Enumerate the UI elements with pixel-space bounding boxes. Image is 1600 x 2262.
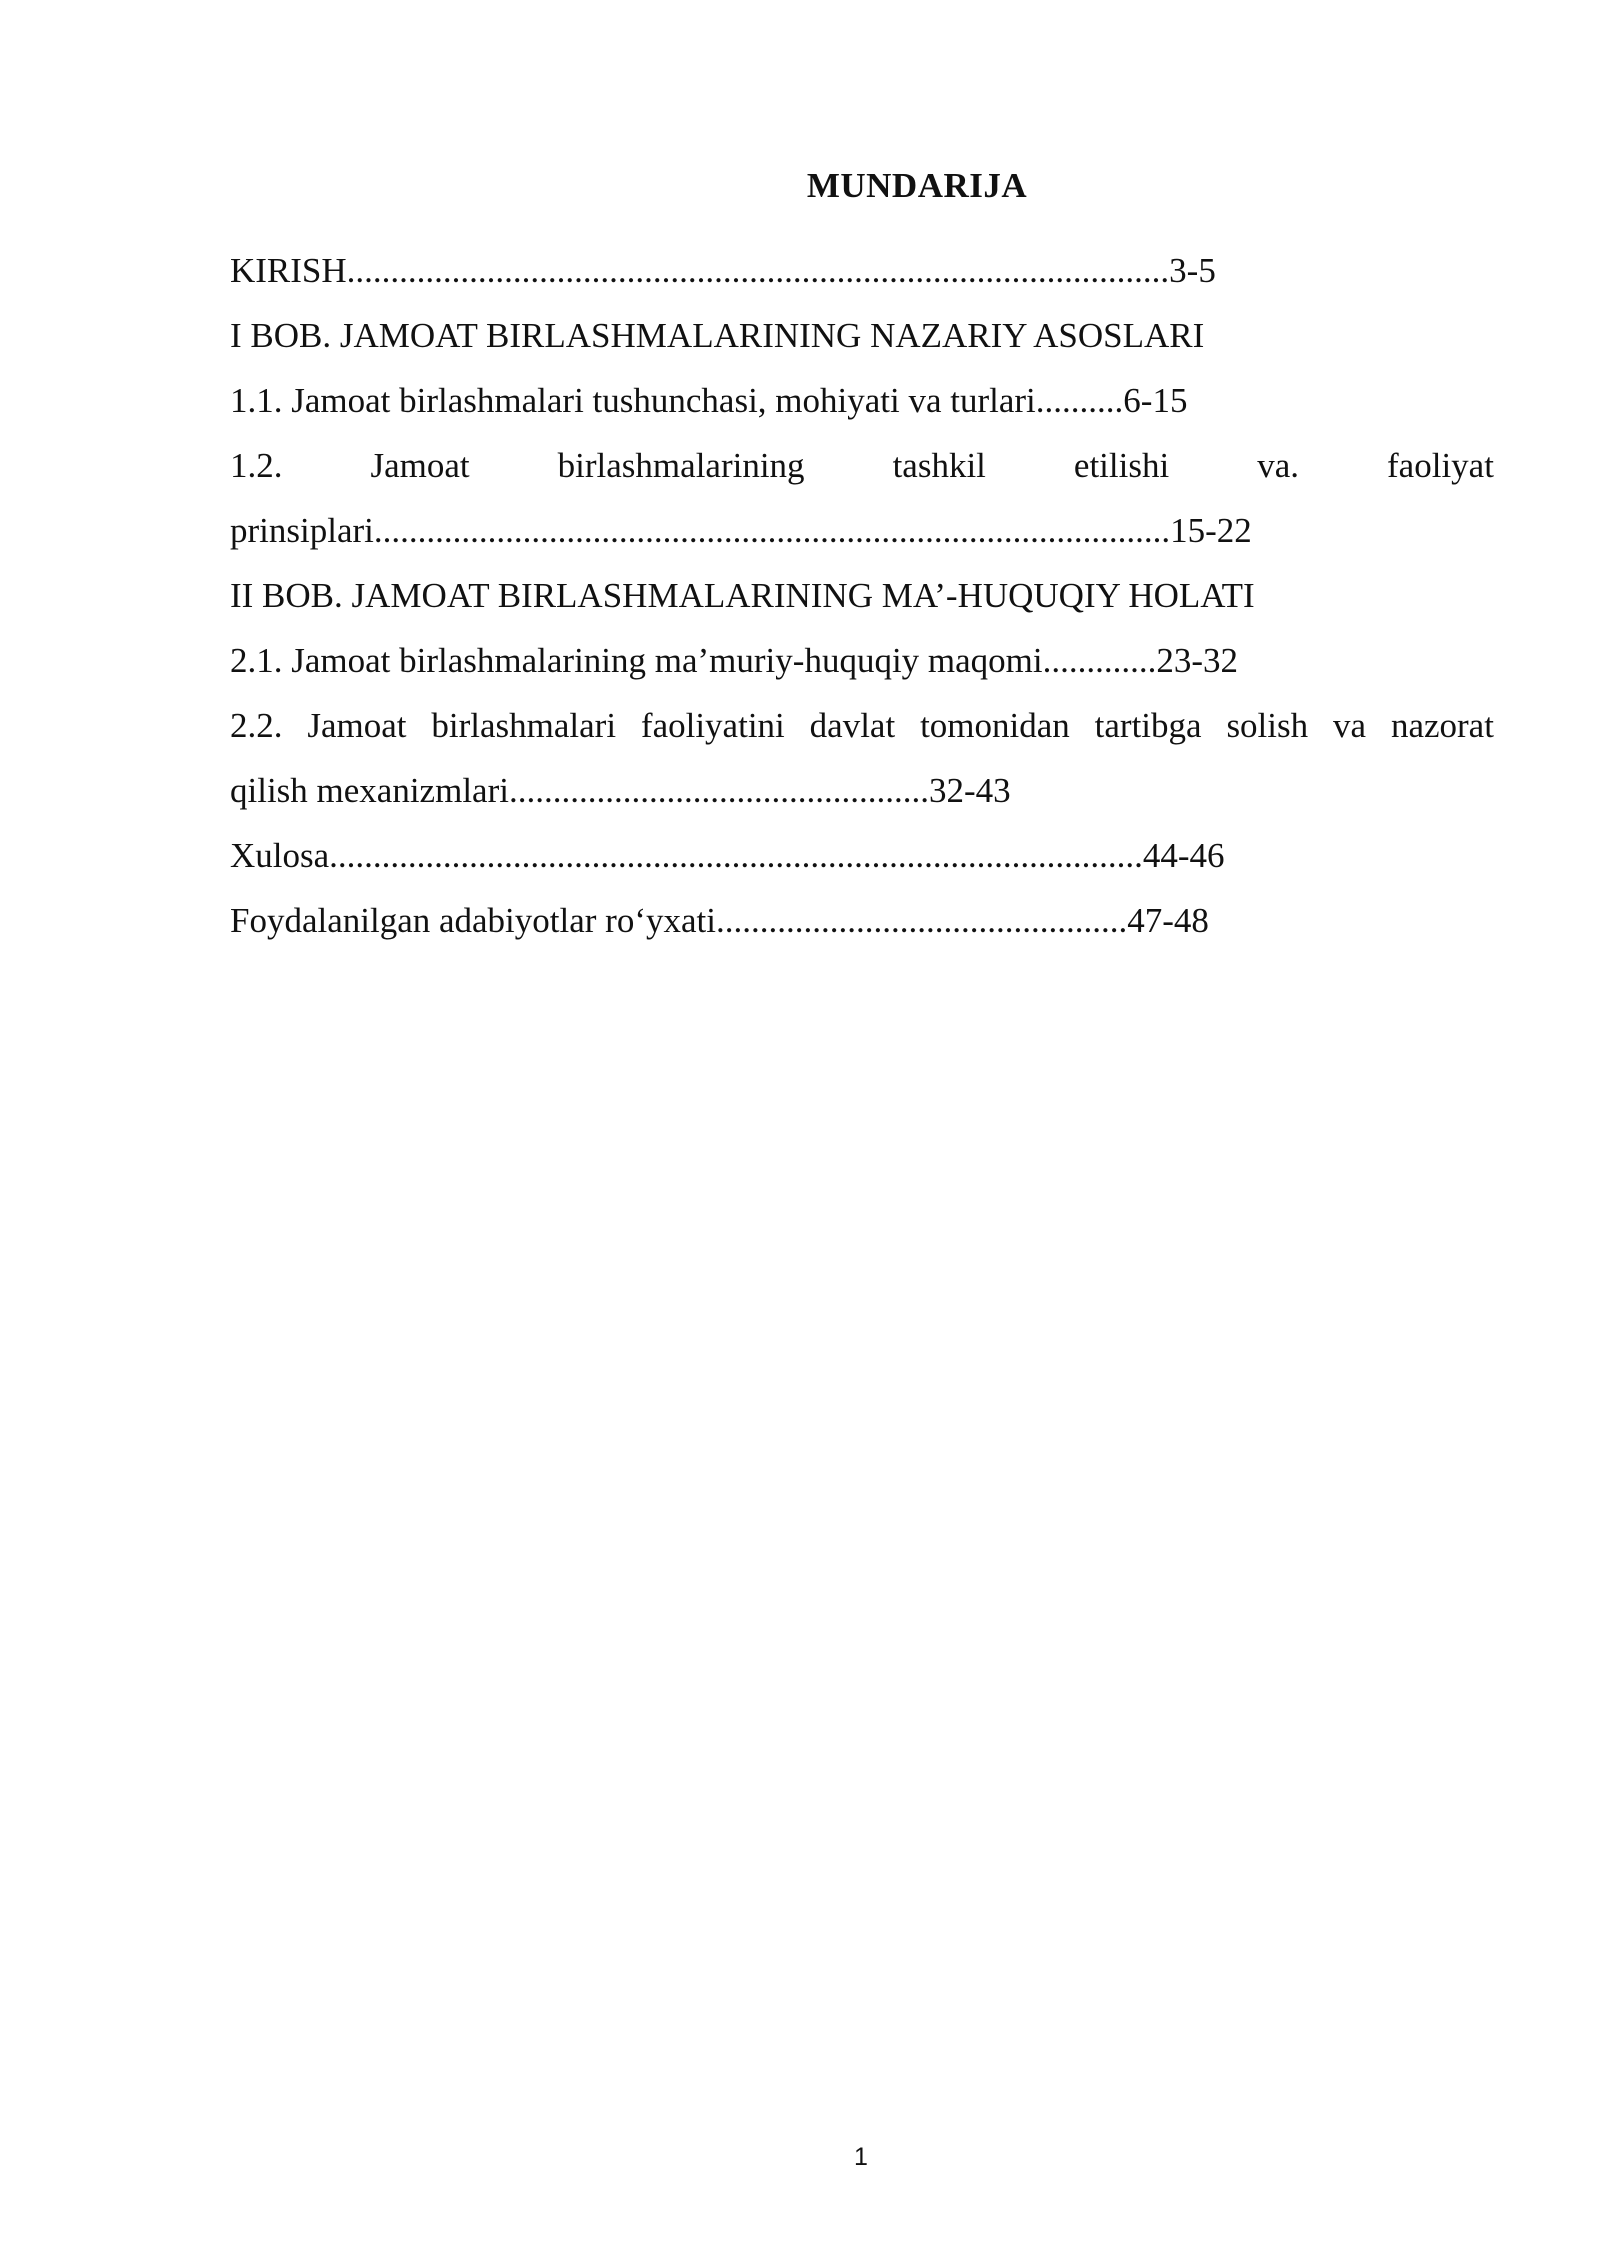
toc-word: birlashmalarining — [557, 446, 805, 485]
toc-word: etilishi — [1073, 446, 1170, 485]
toc-word: va. — [1257, 446, 1300, 485]
toc-word: solish — [1226, 706, 1309, 745]
toc-entry-adabiyotlar: Foydalanilgan adabiyotlar ro‘yxati...............................................47-48 — [230, 901, 1209, 940]
toc-word: faoliyatini — [640, 706, 785, 745]
toc-entry-1-1: 1.1. Jamoat birlashmalari tushunchasi, mohiyati va turlari..........6-15 — [230, 381, 1188, 420]
toc-entry-1-2-continued: prinsiplari...........................................................................................15-22 — [230, 511, 1252, 550]
toc-word: tashkil — [892, 446, 986, 485]
toc-entry-kirish: KIRISH..............................................................................................3-5 — [230, 251, 1216, 290]
toc-entry-2-2-continued: qilish mexanizmlari................................................32-43 — [230, 771, 1011, 810]
toc-entry-2-2 — [230, 693, 1494, 758]
toc-word: va — [1333, 706, 1367, 745]
toc-chapter-2: II BOB. JAMOAT BIRLASHMALARINING MA’-HUQUQIY HOLATI — [230, 576, 1255, 615]
toc-entry-2-1: 2.1. Jamoat birlashmalarining ma’muriy-huquqiy maqomi.............23-32 — [230, 641, 1239, 680]
toc-entry-xulosa: Xulosa.............................................................................................44-46 — [230, 836, 1225, 875]
toc-word: nazorat — [1390, 706, 1494, 745]
toc-word: davlat — [809, 706, 896, 745]
toc-word: tartibga — [1094, 706, 1202, 745]
page-title: MUNDARIJA — [806, 166, 1028, 205]
toc-chapter-1: I BOB. JAMOAT BIRLASHMALARINING NAZARIY ASOSLARI — [230, 316, 1205, 355]
toc-word: 2.2. — [230, 706, 283, 745]
toc-word: faoliyat — [1387, 446, 1494, 485]
page-number: 1 — [854, 2143, 868, 2171]
toc-entry-1-2 — [230, 433, 1494, 498]
toc-word: Jamoat — [370, 446, 470, 485]
table-of-contents — [230, 238, 1494, 953]
toc-word: tomonidan — [920, 706, 1070, 745]
toc-word: birlashmalari — [431, 706, 617, 745]
toc-word: Jamoat — [307, 706, 407, 745]
toc-word: 1.2. — [230, 446, 283, 485]
